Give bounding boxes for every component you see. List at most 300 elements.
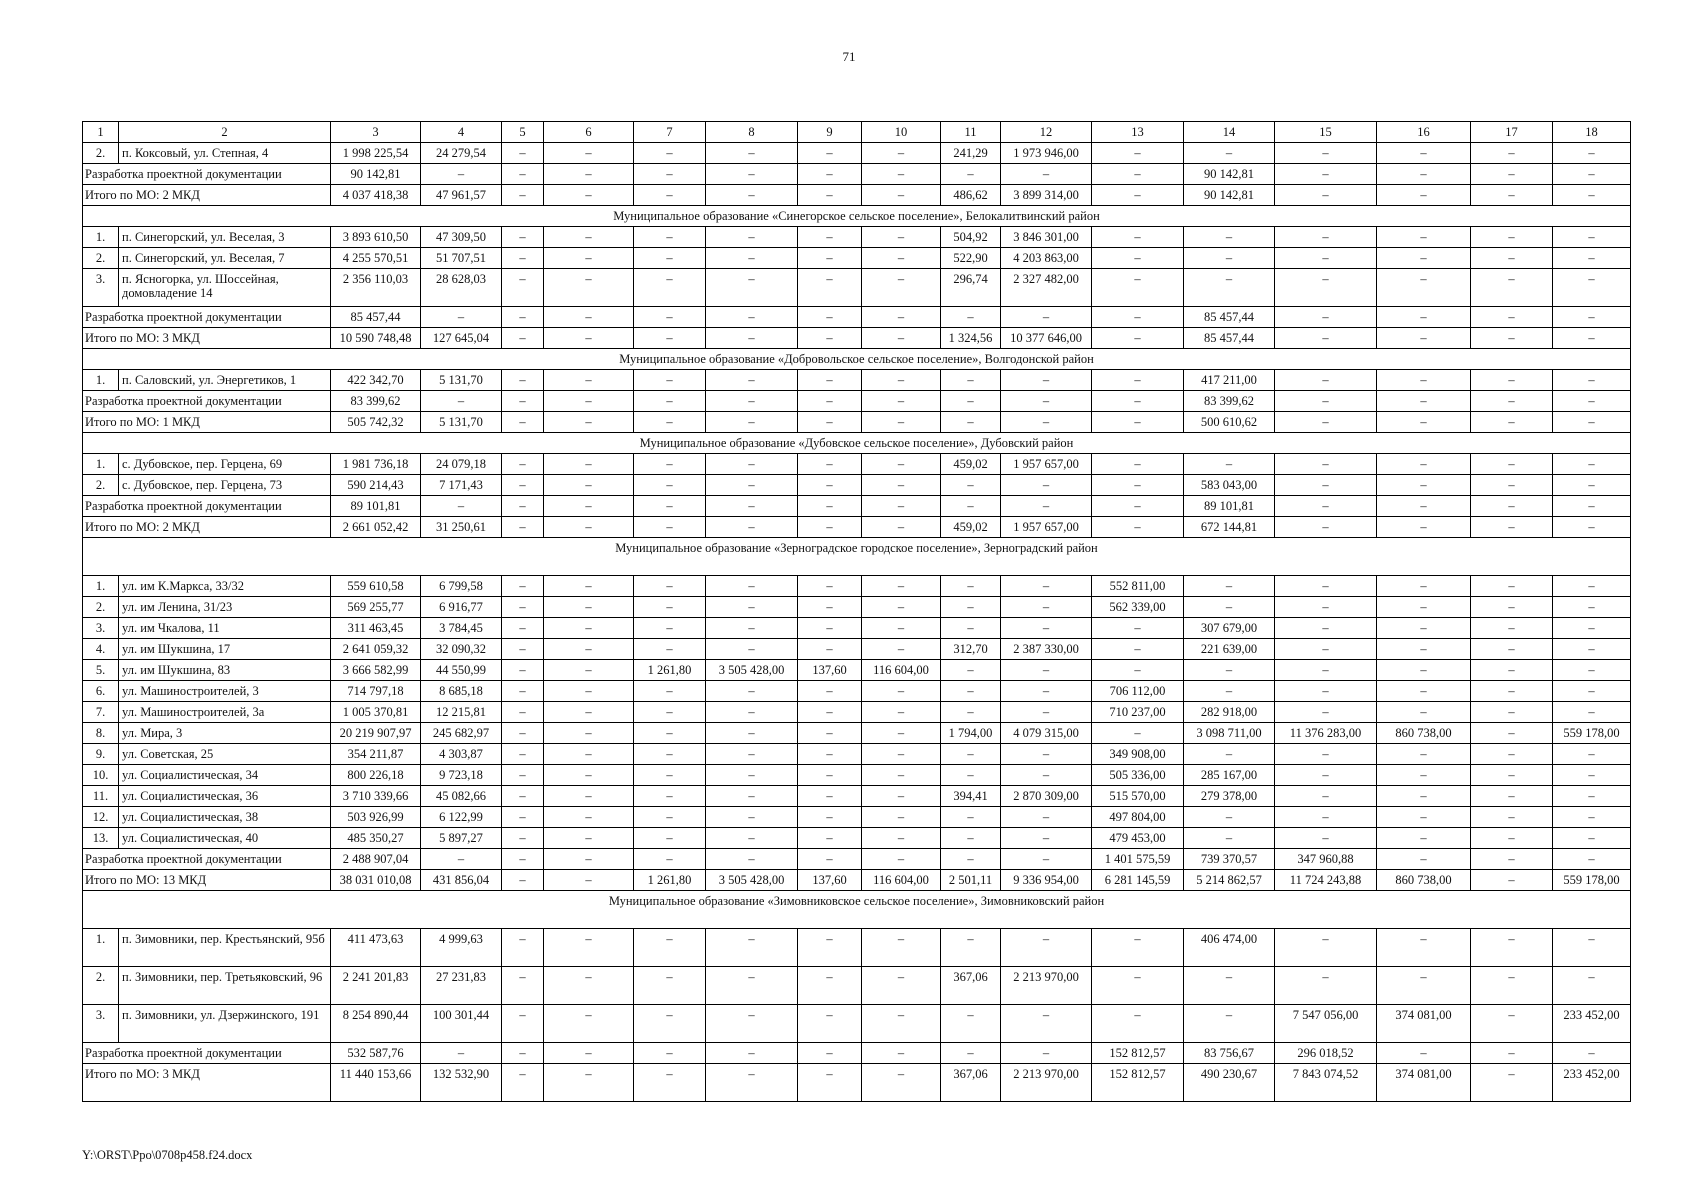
summary-label: Разработка проектной документации bbox=[83, 1043, 331, 1064]
value-cell: 2 661 052,42 bbox=[331, 517, 421, 538]
value-cell: – bbox=[862, 248, 941, 269]
municipality-title: Муниципальное образование «Синегорское сельское поселение», Белокалитвинский район bbox=[83, 206, 1631, 227]
value-cell: – bbox=[1553, 681, 1631, 702]
value-cell: – bbox=[798, 185, 862, 206]
summary-row bbox=[83, 164, 1631, 185]
value-cell: – bbox=[706, 828, 798, 849]
capital-repair-table bbox=[82, 121, 1631, 1102]
value-cell: – bbox=[1377, 391, 1471, 412]
value-cell: – bbox=[1275, 370, 1377, 391]
table-row bbox=[83, 786, 1631, 807]
value-cell: – bbox=[544, 786, 634, 807]
value-cell: – bbox=[1001, 391, 1092, 412]
value-cell: – bbox=[502, 1043, 544, 1064]
value-cell: 152 812,57 bbox=[1092, 1043, 1184, 1064]
value-cell: – bbox=[634, 391, 706, 412]
value-cell: – bbox=[1275, 517, 1377, 538]
table-row bbox=[83, 807, 1631, 828]
value-cell: – bbox=[1471, 227, 1553, 248]
value-cell: – bbox=[1092, 248, 1184, 269]
value-cell: – bbox=[798, 391, 862, 412]
value-cell: – bbox=[1184, 143, 1275, 164]
table-body bbox=[83, 122, 1631, 1102]
column-number-cell: 9 bbox=[798, 122, 862, 143]
value-cell: 486,62 bbox=[941, 185, 1001, 206]
value-cell: – bbox=[502, 517, 544, 538]
value-cell: 3 505 428,00 bbox=[706, 870, 798, 891]
value-cell: 590 214,43 bbox=[331, 475, 421, 496]
value-cell: 2 327 482,00 bbox=[1001, 269, 1092, 307]
summary-label: Разработка проектной документации bbox=[83, 164, 331, 185]
value-cell: – bbox=[862, 412, 941, 433]
value-cell: – bbox=[1471, 967, 1553, 1005]
value-cell: 83 399,62 bbox=[331, 391, 421, 412]
value-cell: – bbox=[421, 849, 502, 870]
value-cell: – bbox=[1471, 723, 1553, 744]
value-cell: – bbox=[1001, 849, 1092, 870]
value-cell: – bbox=[941, 807, 1001, 828]
value-cell: – bbox=[706, 227, 798, 248]
value-cell: – bbox=[1553, 496, 1631, 517]
value-cell: – bbox=[1275, 143, 1377, 164]
value-cell: – bbox=[1377, 702, 1471, 723]
value-cell: – bbox=[1092, 185, 1184, 206]
value-cell: 1 957 657,00 bbox=[1001, 454, 1092, 475]
address-cell: ул. Машиностроителей, 3 bbox=[119, 681, 331, 702]
value-cell: – bbox=[1471, 786, 1553, 807]
value-cell: – bbox=[706, 807, 798, 828]
value-cell: – bbox=[634, 786, 706, 807]
value-cell: – bbox=[1377, 828, 1471, 849]
value-cell: 800 226,18 bbox=[331, 765, 421, 786]
value-cell: – bbox=[1471, 1064, 1553, 1102]
value-cell: – bbox=[1471, 576, 1553, 597]
value-cell: – bbox=[634, 248, 706, 269]
value-cell: – bbox=[1001, 496, 1092, 517]
value-cell: – bbox=[1377, 597, 1471, 618]
value-cell: – bbox=[1377, 660, 1471, 681]
value-cell: 1 005 370,81 bbox=[331, 702, 421, 723]
value-cell: 233 452,00 bbox=[1553, 1005, 1631, 1043]
value-cell: – bbox=[941, 307, 1001, 328]
address-cell: ул. Социалистическая, 38 bbox=[119, 807, 331, 828]
value-cell: – bbox=[798, 828, 862, 849]
column-number-cell: 13 bbox=[1092, 122, 1184, 143]
value-cell: – bbox=[1553, 849, 1631, 870]
value-cell: – bbox=[634, 185, 706, 206]
value-cell: – bbox=[1001, 576, 1092, 597]
summary-row bbox=[83, 328, 1631, 349]
value-cell: – bbox=[634, 143, 706, 164]
value-cell: 1 973 946,00 bbox=[1001, 143, 1092, 164]
value-cell: – bbox=[706, 185, 798, 206]
value-cell: – bbox=[798, 307, 862, 328]
table-row bbox=[83, 967, 1631, 1005]
value-cell: 307 679,00 bbox=[1184, 618, 1275, 639]
value-cell: – bbox=[1377, 248, 1471, 269]
value-cell: 312,70 bbox=[941, 639, 1001, 660]
address-cell: ул. им Чкалова, 11 bbox=[119, 618, 331, 639]
address-cell: п. Синегорский, ул. Веселая, 7 bbox=[119, 248, 331, 269]
value-cell: – bbox=[1377, 765, 1471, 786]
value-cell: – bbox=[1377, 496, 1471, 517]
value-cell: 90 142,81 bbox=[1184, 185, 1275, 206]
municipality-section-row bbox=[83, 891, 1631, 929]
value-cell: 2 213 970,00 bbox=[1001, 967, 1092, 1005]
value-cell: – bbox=[706, 454, 798, 475]
value-cell: – bbox=[1184, 967, 1275, 1005]
value-cell: 38 031 010,08 bbox=[331, 870, 421, 891]
value-cell: 1 401 575,59 bbox=[1092, 849, 1184, 870]
value-cell: – bbox=[1092, 412, 1184, 433]
address-cell: ул. им Шукшина, 83 bbox=[119, 660, 331, 681]
value-cell: – bbox=[1553, 391, 1631, 412]
value-cell: – bbox=[1001, 370, 1092, 391]
value-cell: – bbox=[502, 412, 544, 433]
value-cell: – bbox=[1092, 639, 1184, 660]
value-cell: – bbox=[502, 164, 544, 185]
value-cell: – bbox=[544, 185, 634, 206]
value-cell: – bbox=[544, 870, 634, 891]
value-cell: 349 908,00 bbox=[1092, 744, 1184, 765]
summary-label: Итого по МО: 3 МКД bbox=[83, 1064, 331, 1102]
value-cell: – bbox=[862, 929, 941, 967]
value-cell: – bbox=[1471, 475, 1553, 496]
address-cell: с. Дубовское, пер. Герцена, 69 bbox=[119, 454, 331, 475]
value-cell: – bbox=[634, 328, 706, 349]
table-row bbox=[83, 681, 1631, 702]
value-cell: – bbox=[862, 143, 941, 164]
value-cell: – bbox=[1471, 744, 1553, 765]
table-row bbox=[83, 597, 1631, 618]
value-cell: 1 261,80 bbox=[634, 870, 706, 891]
value-cell: – bbox=[706, 597, 798, 618]
value-cell: – bbox=[1553, 185, 1631, 206]
value-cell: – bbox=[502, 828, 544, 849]
value-cell: – bbox=[1553, 370, 1631, 391]
row-number-cell: 3. bbox=[83, 269, 119, 307]
table-row bbox=[83, 576, 1631, 597]
value-cell: – bbox=[1471, 1043, 1553, 1064]
value-cell: – bbox=[502, 143, 544, 164]
value-cell: – bbox=[1377, 227, 1471, 248]
address-cell: ул. им Шукшина, 17 bbox=[119, 639, 331, 660]
value-cell: 83 756,67 bbox=[1184, 1043, 1275, 1064]
value-cell: – bbox=[1471, 517, 1553, 538]
value-cell: 1 998 225,54 bbox=[331, 143, 421, 164]
value-cell: – bbox=[634, 1043, 706, 1064]
column-number-cell: 2 bbox=[119, 122, 331, 143]
summary-row bbox=[83, 849, 1631, 870]
value-cell: – bbox=[798, 723, 862, 744]
column-number-row bbox=[83, 122, 1631, 143]
value-cell: – bbox=[1553, 597, 1631, 618]
value-cell: – bbox=[706, 681, 798, 702]
value-cell: – bbox=[706, 1043, 798, 1064]
value-cell: – bbox=[1184, 681, 1275, 702]
column-number-cell: 8 bbox=[706, 122, 798, 143]
value-cell: – bbox=[544, 454, 634, 475]
table-row bbox=[83, 227, 1631, 248]
address-cell: с. Дубовское, пер. Герцена, 73 bbox=[119, 475, 331, 496]
value-cell: – bbox=[798, 929, 862, 967]
value-cell: – bbox=[1275, 929, 1377, 967]
value-cell: – bbox=[1001, 807, 1092, 828]
summary-row bbox=[83, 185, 1631, 206]
value-cell: – bbox=[1553, 412, 1631, 433]
value-cell: – bbox=[1553, 786, 1631, 807]
value-cell: – bbox=[1001, 1005, 1092, 1043]
value-cell: – bbox=[502, 967, 544, 1005]
value-cell: – bbox=[862, 681, 941, 702]
value-cell: – bbox=[502, 496, 544, 517]
value-cell: – bbox=[798, 496, 862, 517]
value-cell: 5 214 862,57 bbox=[1184, 870, 1275, 891]
value-cell: – bbox=[1553, 248, 1631, 269]
value-cell: – bbox=[1275, 639, 1377, 660]
summary-label: Итого по МО: 13 МКД bbox=[83, 870, 331, 891]
value-cell: 406 474,00 bbox=[1184, 929, 1275, 967]
value-cell: 27 231,83 bbox=[421, 967, 502, 1005]
value-cell: 714 797,18 bbox=[331, 681, 421, 702]
value-cell: – bbox=[862, 307, 941, 328]
value-cell: – bbox=[1553, 639, 1631, 660]
value-cell: – bbox=[706, 786, 798, 807]
value-cell: – bbox=[502, 702, 544, 723]
value-cell: 374 081,00 bbox=[1377, 1064, 1471, 1102]
value-cell: – bbox=[862, 618, 941, 639]
column-number-cell: 5 bbox=[502, 122, 544, 143]
value-cell: – bbox=[798, 702, 862, 723]
value-cell: 31 250,61 bbox=[421, 517, 502, 538]
value-cell: 3 784,45 bbox=[421, 618, 502, 639]
value-cell: – bbox=[706, 576, 798, 597]
value-cell: – bbox=[544, 307, 634, 328]
value-cell: – bbox=[1471, 454, 1553, 475]
value-cell: – bbox=[634, 576, 706, 597]
value-cell: – bbox=[941, 765, 1001, 786]
row-number-cell: 7. bbox=[83, 702, 119, 723]
value-cell: – bbox=[1471, 412, 1553, 433]
value-cell: – bbox=[544, 1043, 634, 1064]
value-cell: – bbox=[1471, 391, 1553, 412]
address-cell: п. Коксовый, ул. Степная, 4 bbox=[119, 143, 331, 164]
value-cell: – bbox=[502, 597, 544, 618]
address-cell: п. Зимовники, ул. Дзержинского, 191 bbox=[119, 1005, 331, 1043]
summary-row bbox=[83, 412, 1631, 433]
value-cell: – bbox=[634, 1064, 706, 1102]
value-cell: – bbox=[1184, 660, 1275, 681]
value-cell: – bbox=[1471, 849, 1553, 870]
row-number-cell: 1. bbox=[83, 576, 119, 597]
value-cell: – bbox=[1377, 1043, 1471, 1064]
value-cell: – bbox=[502, 391, 544, 412]
value-cell: – bbox=[1275, 454, 1377, 475]
value-cell: 4 203 863,00 bbox=[1001, 248, 1092, 269]
value-cell: – bbox=[502, 576, 544, 597]
value-cell: 1 261,80 bbox=[634, 660, 706, 681]
table-row bbox=[83, 1005, 1631, 1043]
value-cell: 9 336 954,00 bbox=[1001, 870, 1092, 891]
value-cell: – bbox=[706, 164, 798, 185]
value-cell: 503 926,99 bbox=[331, 807, 421, 828]
value-cell: 4 079 315,00 bbox=[1001, 723, 1092, 744]
value-cell: – bbox=[1184, 1005, 1275, 1043]
value-cell: – bbox=[941, 744, 1001, 765]
value-cell: – bbox=[1471, 681, 1553, 702]
value-cell: – bbox=[941, 618, 1001, 639]
value-cell: – bbox=[798, 744, 862, 765]
value-cell: 279 378,00 bbox=[1184, 786, 1275, 807]
value-cell: – bbox=[941, 412, 1001, 433]
value-cell: – bbox=[862, 597, 941, 618]
column-number-cell: 1 bbox=[83, 122, 119, 143]
value-cell: 45 082,66 bbox=[421, 786, 502, 807]
value-cell: – bbox=[634, 702, 706, 723]
value-cell: 2 641 059,32 bbox=[331, 639, 421, 660]
value-cell: – bbox=[1092, 164, 1184, 185]
value-cell: 1 324,56 bbox=[941, 328, 1001, 349]
value-cell: – bbox=[1377, 807, 1471, 828]
value-cell: 505 742,32 bbox=[331, 412, 421, 433]
value-cell: – bbox=[634, 967, 706, 1005]
value-cell: – bbox=[1471, 143, 1553, 164]
value-cell: 354 211,87 bbox=[331, 744, 421, 765]
value-cell: – bbox=[1471, 828, 1553, 849]
value-cell: – bbox=[502, 660, 544, 681]
table-row bbox=[83, 269, 1631, 307]
table-row bbox=[83, 744, 1631, 765]
value-cell: – bbox=[862, 269, 941, 307]
summary-row bbox=[83, 1043, 1631, 1064]
value-cell: – bbox=[1377, 929, 1471, 967]
value-cell: – bbox=[862, 475, 941, 496]
address-cell: ул. Советская, 25 bbox=[119, 744, 331, 765]
value-cell: – bbox=[1092, 929, 1184, 967]
value-cell: – bbox=[544, 164, 634, 185]
address-cell: п. Ясногорка, ул. Шоссейная, домовладение 14 bbox=[119, 269, 331, 307]
value-cell: – bbox=[798, 328, 862, 349]
summary-label: Разработка проектной документации bbox=[83, 849, 331, 870]
value-cell: – bbox=[798, 849, 862, 870]
value-cell: – bbox=[1553, 307, 1631, 328]
value-cell: – bbox=[1001, 828, 1092, 849]
value-cell: 522,90 bbox=[941, 248, 1001, 269]
value-cell: – bbox=[798, 1005, 862, 1043]
value-cell: 90 142,81 bbox=[1184, 164, 1275, 185]
value-cell: 4 037 418,38 bbox=[331, 185, 421, 206]
value-cell: – bbox=[1471, 1005, 1553, 1043]
value-cell: 479 453,00 bbox=[1092, 828, 1184, 849]
value-cell: – bbox=[1377, 328, 1471, 349]
value-cell: – bbox=[1553, 1043, 1631, 1064]
value-cell: – bbox=[1275, 475, 1377, 496]
value-cell: – bbox=[1001, 164, 1092, 185]
value-cell: – bbox=[941, 576, 1001, 597]
value-cell: – bbox=[1553, 143, 1631, 164]
value-cell: – bbox=[1471, 185, 1553, 206]
value-cell: – bbox=[502, 723, 544, 744]
row-number-cell: 12. bbox=[83, 807, 119, 828]
summary-row bbox=[83, 391, 1631, 412]
value-cell: 127 645,04 bbox=[421, 328, 502, 349]
value-cell: – bbox=[1092, 227, 1184, 248]
value-cell: 860 738,00 bbox=[1377, 870, 1471, 891]
value-cell: – bbox=[544, 1005, 634, 1043]
value-cell: – bbox=[544, 597, 634, 618]
value-cell: – bbox=[706, 412, 798, 433]
value-cell: – bbox=[862, 227, 941, 248]
value-cell: – bbox=[862, 517, 941, 538]
value-cell: – bbox=[862, 807, 941, 828]
value-cell: 347 960,88 bbox=[1275, 849, 1377, 870]
value-cell: – bbox=[798, 164, 862, 185]
value-cell: – bbox=[634, 496, 706, 517]
value-cell: – bbox=[862, 1005, 941, 1043]
value-cell: – bbox=[1092, 307, 1184, 328]
value-cell: – bbox=[941, 164, 1001, 185]
column-number-cell: 6 bbox=[544, 122, 634, 143]
summary-label: Разработка проектной документации bbox=[83, 496, 331, 517]
value-cell: – bbox=[798, 227, 862, 248]
value-cell: 559 178,00 bbox=[1553, 870, 1631, 891]
value-cell: 672 144,81 bbox=[1184, 517, 1275, 538]
value-cell: – bbox=[1001, 597, 1092, 618]
value-cell: – bbox=[706, 248, 798, 269]
column-number-cell: 14 bbox=[1184, 122, 1275, 143]
address-cell: ул. Мира, 3 bbox=[119, 723, 331, 744]
value-cell: – bbox=[544, 967, 634, 1005]
column-number-cell: 11 bbox=[941, 122, 1001, 143]
value-cell: – bbox=[1184, 828, 1275, 849]
value-cell: – bbox=[1275, 391, 1377, 412]
value-cell: – bbox=[798, 517, 862, 538]
address-cell: ул. Машиностроителей, 3а bbox=[119, 702, 331, 723]
value-cell: – bbox=[798, 618, 862, 639]
value-cell: 8 685,18 bbox=[421, 681, 502, 702]
value-cell: 559 178,00 bbox=[1553, 723, 1631, 744]
column-number-cell: 10 bbox=[862, 122, 941, 143]
value-cell: – bbox=[634, 1005, 706, 1043]
value-cell: – bbox=[862, 828, 941, 849]
value-cell: – bbox=[634, 370, 706, 391]
column-number-cell: 16 bbox=[1377, 122, 1471, 143]
value-cell: – bbox=[941, 681, 1001, 702]
summary-label: Разработка проектной документации bbox=[83, 391, 331, 412]
address-cell: п. Саловский, ул. Энергетиков, 1 bbox=[119, 370, 331, 391]
value-cell: – bbox=[862, 164, 941, 185]
value-cell: – bbox=[1092, 143, 1184, 164]
value-cell: – bbox=[1275, 269, 1377, 307]
table-row bbox=[83, 370, 1631, 391]
summary-row bbox=[83, 307, 1631, 328]
value-cell: – bbox=[1377, 681, 1471, 702]
address-cell: ул. им Ленина, 31/23 bbox=[119, 597, 331, 618]
row-number-cell: 10. bbox=[83, 765, 119, 786]
value-cell: – bbox=[502, 618, 544, 639]
value-cell: – bbox=[1471, 660, 1553, 681]
value-cell: – bbox=[502, 475, 544, 496]
value-cell: – bbox=[502, 849, 544, 870]
value-cell: – bbox=[1275, 967, 1377, 1005]
row-number-cell: 3. bbox=[83, 1005, 119, 1043]
table-row bbox=[83, 765, 1631, 786]
value-cell: – bbox=[1001, 307, 1092, 328]
value-cell: – bbox=[1275, 328, 1377, 349]
value-cell: 367,06 bbox=[941, 1064, 1001, 1102]
row-number-cell: 2. bbox=[83, 248, 119, 269]
value-cell: 116 604,00 bbox=[862, 660, 941, 681]
